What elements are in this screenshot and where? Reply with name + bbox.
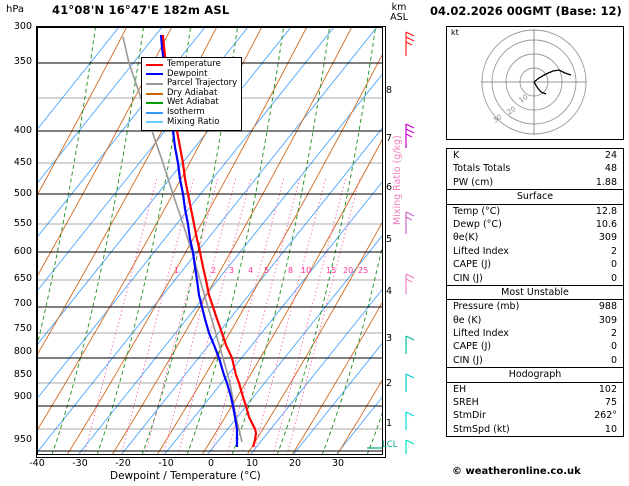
sounding-indices-table xyxy=(446,148,624,437)
legend-swatch-temperature xyxy=(146,64,163,66)
legend-label-mixing-ratio: Mixing Ratio xyxy=(167,116,220,127)
surface-label-temp: Temp (°C) xyxy=(453,205,501,217)
table-row xyxy=(447,272,623,285)
height-tick-6: 6 xyxy=(386,182,393,193)
surface-label-cin: CIN (J) xyxy=(453,272,483,284)
mixing-tick-25: 25 xyxy=(358,266,369,275)
mixing-tick-1: 1 xyxy=(174,266,180,275)
table-row xyxy=(447,314,623,327)
index-label-pw: PW (cm) xyxy=(453,176,494,188)
legend-swatch-wet-adiabat xyxy=(146,102,163,104)
mu-value-cape: 0 xyxy=(610,341,617,353)
legend-label-wet-adiabat: Wet Adiabat xyxy=(167,97,219,108)
legend-label-isotherm: Isotherm xyxy=(167,106,205,117)
temp-tick--20: -20 xyxy=(115,458,131,469)
pressure-tick-900: 900 xyxy=(13,391,32,402)
hodograph-unit-label: kt xyxy=(451,28,459,37)
temp-tick-20: 20 xyxy=(288,458,302,469)
table-row xyxy=(447,149,623,162)
hodo-value-eh: 102 xyxy=(598,383,617,395)
wind-barb-400 xyxy=(406,124,414,148)
height-tick-4: 4 xyxy=(386,286,393,297)
pressure-tick-500: 500 xyxy=(13,188,32,199)
wind-barb-780 xyxy=(406,374,414,392)
wind-barb-700 xyxy=(406,336,414,354)
index-label-totals-totals: Totals Totals xyxy=(453,163,511,175)
mixing-tick-15: 15 xyxy=(326,266,337,275)
surface-value-dewp: 10.6 xyxy=(595,218,617,230)
height-tick-8: 8 xyxy=(386,85,393,96)
legend-label-dewpoint: Dewpoint xyxy=(167,68,208,79)
x-axis-title: Dewpoint / Temperature (°C) xyxy=(110,470,261,482)
pressure-tick-950: 950 xyxy=(13,434,32,445)
skewt-diagram xyxy=(36,26,386,458)
section-header-most-unstable: Most Unstable xyxy=(447,285,623,300)
legend-label-dry-adiabat: Dry Adiabat xyxy=(167,87,218,98)
surface-label-theta-e: θe(K) xyxy=(453,232,479,244)
mu-value-theta-e: 309 xyxy=(598,314,617,326)
section-header-hodograph: Hodograph xyxy=(447,367,623,382)
surface-label-dewp: Dewp (°C) xyxy=(453,218,502,230)
legend-swatch-isotherm xyxy=(146,112,163,114)
hodograph-canvas xyxy=(447,27,621,137)
height-axis-km-label: km xyxy=(391,2,407,13)
wind-barb-950 xyxy=(406,440,414,454)
legend-swatch-mixing-ratio xyxy=(146,121,163,123)
wind-barb-column xyxy=(396,26,426,456)
table-row xyxy=(447,409,623,422)
temp-tick--30: -30 xyxy=(72,458,88,469)
lcl-label: LCL xyxy=(382,440,398,450)
table-row xyxy=(447,383,623,396)
mixing-tick-20: 20 xyxy=(343,266,354,275)
svg-text:20: 20 xyxy=(505,104,518,117)
pressure-tick-350: 350 xyxy=(13,56,32,67)
height-tick-5: 5 xyxy=(386,234,393,245)
section-header-surface: Surface xyxy=(447,189,623,204)
surface-value-cin: 0 xyxy=(610,272,617,284)
legend-label-parcel: Parcel Trajectory xyxy=(167,78,238,89)
table-row xyxy=(447,231,623,244)
mixing-tick-10: 10 xyxy=(301,266,312,275)
legend xyxy=(141,57,242,131)
pressure-tick-550: 550 xyxy=(13,218,32,229)
height-axis-asl-label: ASL xyxy=(390,12,408,23)
table-row xyxy=(447,327,623,340)
legend-swatch-dry-adiabat xyxy=(146,93,163,95)
table-row xyxy=(447,205,623,218)
wind-barb-300 xyxy=(406,32,414,56)
table-row xyxy=(447,396,623,409)
forecast-datetime: 04.02.2026 00GMT (Base: 12) xyxy=(430,4,622,18)
index-value-totals-totals: 48 xyxy=(604,163,617,175)
pressure-tick-650: 650 xyxy=(13,273,32,284)
height-tick-2: 2 xyxy=(386,378,393,389)
pressure-tick-600: 600 xyxy=(13,246,32,257)
mu-label-theta-e: θe (K) xyxy=(453,314,482,326)
station-title: 41°08'N 16°47'E 182m ASL xyxy=(52,3,230,17)
table-row xyxy=(447,162,623,175)
legend-swatch-parcel xyxy=(146,83,163,85)
temp-tick-10: 10 xyxy=(245,458,259,469)
svg-text:30: 30 xyxy=(491,112,504,125)
mu-value-cin: 0 xyxy=(610,354,617,366)
legend-swatch-dewpoint xyxy=(146,73,163,75)
legend-item-mixing-ratio xyxy=(146,118,237,128)
mixing-ratio-axis-title: Mixing Ratio (g/kg) xyxy=(392,135,403,225)
wind-barb-600 xyxy=(406,274,414,294)
mu-label-cin: CIN (J) xyxy=(453,354,483,366)
index-value-pw: 1.88 xyxy=(595,176,617,188)
surface-value-lifted-index: 2 xyxy=(610,245,617,257)
mixing-tick-5: 5 xyxy=(264,266,270,275)
table-row xyxy=(447,300,623,313)
mixing-tick-3: 3 xyxy=(229,266,235,275)
hodo-value-stmdir: 262° xyxy=(594,410,617,422)
pressure-tick-700: 700 xyxy=(13,298,32,309)
hodo-label-stmspd: StmSpd (kt) xyxy=(453,423,510,435)
pressure-tick-300: 300 xyxy=(13,21,32,32)
temp-tick-30: 30 xyxy=(331,458,345,469)
surface-label-lifted-index: Lifted Index xyxy=(453,245,509,257)
hodo-value-stmspd: 10 xyxy=(604,423,617,435)
pressure-tick-750: 750 xyxy=(13,323,32,334)
wind-barb-860 xyxy=(406,412,414,430)
mu-value-pressure: 988 xyxy=(598,301,617,313)
table-row xyxy=(447,218,623,231)
copyright-credit: © weatheronline.co.uk xyxy=(452,466,581,477)
hodo-label-stmdir: StmDir xyxy=(453,410,486,422)
temp-tick-0: 0 xyxy=(207,458,215,469)
legend-label-temperature: Temperature xyxy=(167,59,221,69)
table-row xyxy=(447,258,623,271)
mixing-tick-8: 8 xyxy=(288,266,294,275)
pressure-tick-400: 400 xyxy=(13,125,32,136)
surface-value-theta-e: 309 xyxy=(598,232,617,244)
hodograph xyxy=(446,26,624,140)
temp-tick--10: -10 xyxy=(158,458,174,469)
pressure-axis-unit: hPa xyxy=(6,4,25,15)
hodo-value-sreh: 75 xyxy=(604,397,617,409)
pressure-tick-450: 450 xyxy=(13,157,32,168)
pressure-tick-800: 800 xyxy=(13,346,32,357)
mu-value-lifted-index: 2 xyxy=(610,328,617,340)
table-row xyxy=(447,340,623,353)
hodo-label-sreh: SREH xyxy=(453,397,479,409)
table-row xyxy=(447,176,623,189)
temp-tick--40: -40 xyxy=(29,458,45,469)
table-row xyxy=(447,245,623,258)
height-tick-7: 7 xyxy=(386,133,393,144)
wind-barb-500 xyxy=(406,212,414,234)
mu-label-lifted-index: Lifted Index xyxy=(453,328,509,340)
mu-label-pressure: Pressure (mb) xyxy=(453,301,520,313)
height-tick-1: 1 xyxy=(386,418,393,429)
height-axis-unit xyxy=(386,3,412,23)
hodograph-trace xyxy=(534,70,571,82)
pressure-tick-850: 850 xyxy=(13,369,32,380)
mixing-tick-2: 2 xyxy=(211,266,217,275)
table-row xyxy=(447,423,623,436)
mixing-tick-4: 4 xyxy=(248,266,254,275)
index-label-k: K xyxy=(453,150,460,161)
hodo-label-eh: EH xyxy=(453,383,467,395)
height-tick-3: 3 xyxy=(386,333,393,344)
surface-value-temp: 12.8 xyxy=(595,205,617,217)
index-value-k: 24 xyxy=(604,150,617,161)
surface-label-cape: CAPE (J) xyxy=(453,259,492,271)
svg-text:10: 10 xyxy=(517,92,530,105)
mu-label-cape: CAPE (J) xyxy=(453,341,492,353)
table-row xyxy=(447,354,623,367)
surface-value-cape: 0 xyxy=(610,259,617,271)
